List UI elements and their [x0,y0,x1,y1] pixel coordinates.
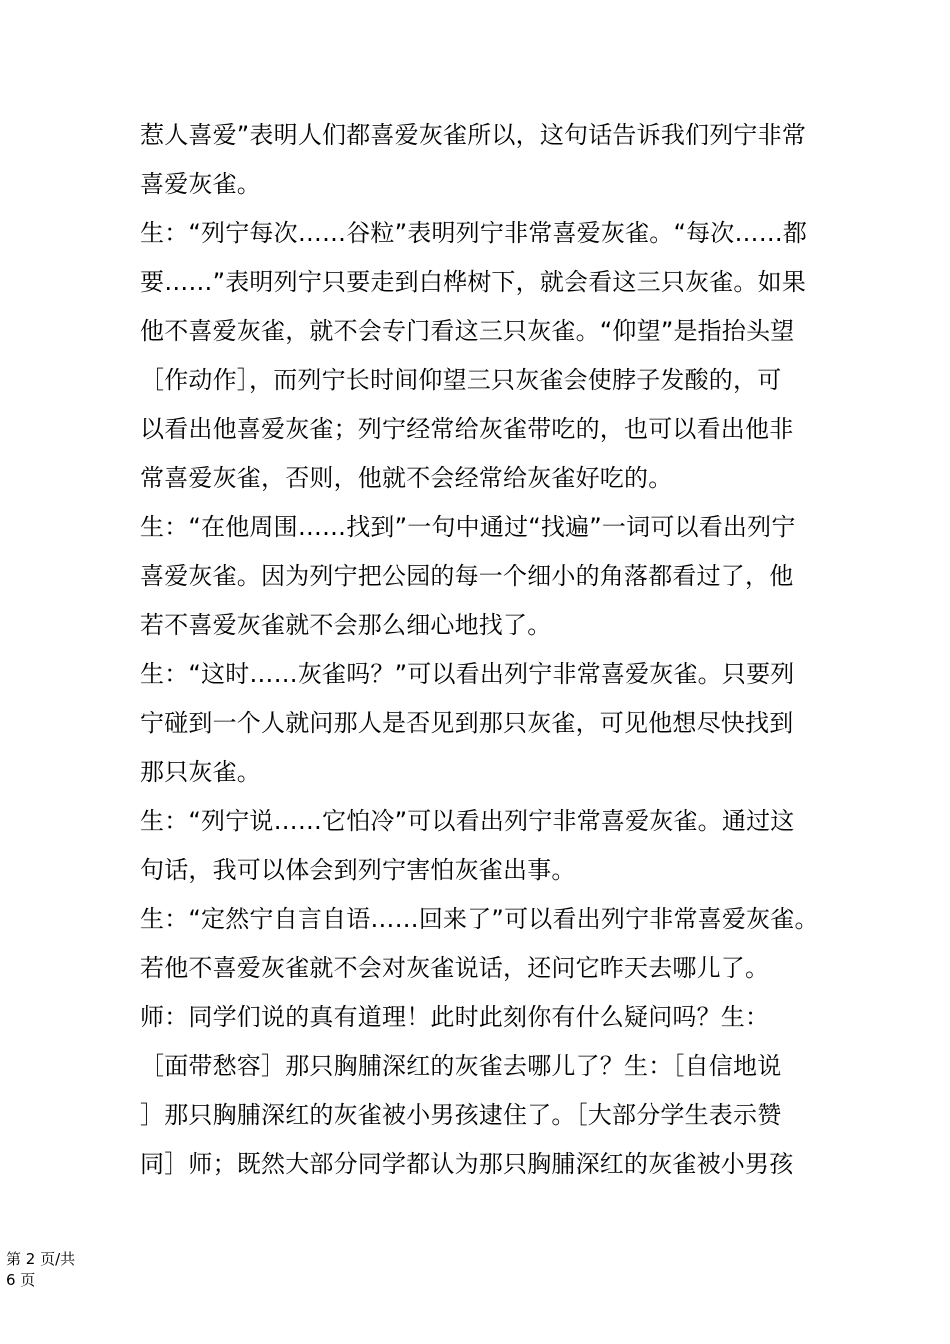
text-line: 他不喜爱灰雀，就不会专门看这三只灰雀。“仰望”是指抬头望 [140,317,795,345]
page-number-line-2: 6 页 [6,1271,36,1289]
text-line: ［面带愁容］那只胸脯深红的灰雀去哪儿了？生：［自信地说 [140,1052,782,1080]
text-line: 那只灰雀。 [140,758,261,786]
text-line: 惹人喜爱”表明人们都喜爱灰雀所以，这句话告诉我们列宁非常 [140,121,807,149]
text-line: 要……”表明列宁只要走到白桦树下，就会看这三只灰雀。如果 [140,268,807,296]
text-line: 生：“在他周围……找到”一句中通过“找遍”一词可以看出列宁 [140,513,796,541]
text-line: ］那只胸脯深红的灰雀被小男孩逮住了。［大部分学生表示赞 [140,1101,782,1129]
text-line: 喜爱灰雀。因为列宁把公园的每一个细小的角落都看过了，他 [140,562,794,590]
text-line: 宁碰到一个人就问那人是否见到那只灰雀，可见他想尽快找到 [140,709,794,737]
text-line: 同］师；既然大部分同学都认为那只胸脯深红的灰雀被小男孩 [140,1150,794,1178]
text-line: ［作动作］，而列宁长时间仰望三只灰雀会使脖子发酸的，可 [140,366,782,394]
page-number-line-1: 第 2 页/共 [6,1250,76,1268]
text-line: 生：“这时……灰雀吗？”可以看出列宁非常喜爱灰雀。只要列 [140,660,795,688]
text-line: 若不喜爱灰雀就不会那么细心地找了。 [140,611,552,639]
text-line: 常喜爱灰雀，否则，他就不会经常给灰雀好吃的。 [140,464,673,492]
text-line: 生：“定然宁自言自语……回来了”可以看出列宁非常喜爱灰雀。 [140,905,819,933]
text-line: 若他不喜爱灰雀就不会对灰雀说话，还问它昨天去哪儿了。 [140,954,770,982]
text-line: 喜爱灰雀。 [140,170,261,198]
text-line: 生：“列宁说……它怕冷”可以看出列宁非常喜爱灰雀。通过这 [140,807,795,835]
text-line: 句话，我可以体会到列宁害怕灰雀出事。 [140,856,576,884]
text-line: 生：“列宁每次……谷粒”表明列宁非常喜爱灰雀。“每次……都 [140,219,808,247]
text-line: 以看出他喜爱灰雀；列宁经常给灰雀带吃的，也可以看出他非 [140,415,794,443]
text-line: 师：同学们说的真有道理！此时此刻你有什么疑问吗？生： [140,1003,770,1031]
